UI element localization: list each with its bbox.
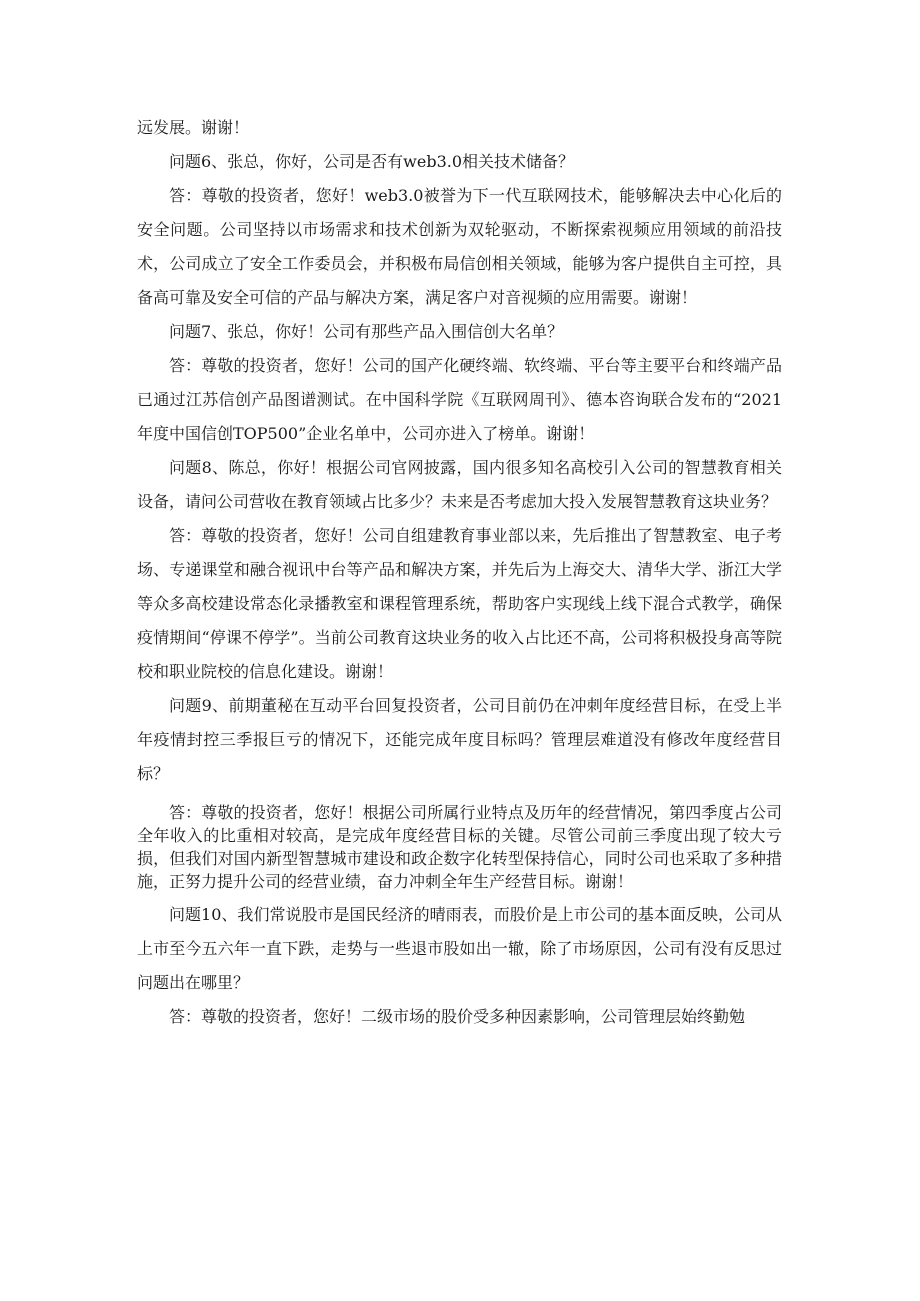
answer-6: 答：尊敬的投资者，您好！web3.0被誉为下一代互联网技术，能够解决去中心化后的安全问题。公司坚持以市场需求和技术创新为双轮驱动，不断探索视频应用领域的前沿技术，公司成立了安全工作委员会，并积极布局信创相关领域，能够为客户提供自主可控，具备高可靠及安全可信的产品与解决方案，满足客户对音视频的应用需要。谢谢！ — [137, 186, 782, 307]
question-7: 问题7、张总，你好！公司有那些产品入围信创大名单？ — [169, 322, 564, 341]
answer-10: 答：尊敬的投资者，您好！二级市场的股价受多种因素影响，公司管理层始终勤勉 — [169, 1007, 746, 1026]
paragraph-continuation: 远发展。谢谢！ — [137, 118, 250, 137]
answer-8: 答：尊敬的投资者，您好！公司自组建教育事业部以来，先后推出了智慧教室、电子考场、专递课堂和融合视讯中台等产品和解决方案，并先后为上海交大、清华大学、浙江大学等众多高校建设常态化录播教室和课程管理系统，帮助客户实现线上线下混合式教学，确保疫情期间“停课不停学”。当前公司教育这块业务的收入占比还不高，公司将积极投身高等院校和职业院校的信息化建设。谢谢！ — [137, 526, 782, 681]
document-body — [137, 111, 782, 1034]
question-10: 问题10、我们常说股市是国民经济的晴雨表，而股价是上市公司的基本面反映，公司从上市至今五六年一直下跌，走势与一些退市股如出一辙，除了市场原因，公司有没有反思过问题出在哪里？ — [137, 905, 782, 992]
answer-9: 答：尊敬的投资者，您好！根据公司所属行业特点及历年的经营情况，第四季度占公司全年收入的比重相对较高，是完成年度经营目标的关键。尽管公司前三季度出现了较大亏损，但我们对国内新型智慧城市建设和政企数字化转型保持信心，同时公司也采取了多种措施，正努力提升公司的经营业绩，奋力冲刺全年生产经营目标。谢谢！ — [137, 803, 782, 891]
question-6: 问题6、张总，你好，公司是否有web3.0相关技术储备？ — [169, 152, 575, 171]
answer-7: 答：尊敬的投资者，您好！公司的国产化硬终端、软终端、平台等主要平台和终端产品已通过江苏信创产品图谱测试。在中国科学院《互联网周刊》、德本咨询联合发布的“2021年度中国信创TOP500”企业名单中，公司亦进入了榜单。谢谢！ — [137, 356, 782, 443]
question-8: 问题8、陈总，你好！根据公司官网披露，国内很多知名高校引入公司的智慧教育相关设备，请问公司营收在教育领域占比多少？未来是否考虑加大投入发展智慧教育这块业务？ — [137, 458, 782, 511]
question-9: 问题9、前期董秘在互动平台回复投资者，公司目前仍在冲刺年度经营目标，在受上半年疫情封控三季报巨亏的情况下，还能完成年度目标吗？管理层难道没有修改年度经营目标？ — [137, 696, 782, 783]
